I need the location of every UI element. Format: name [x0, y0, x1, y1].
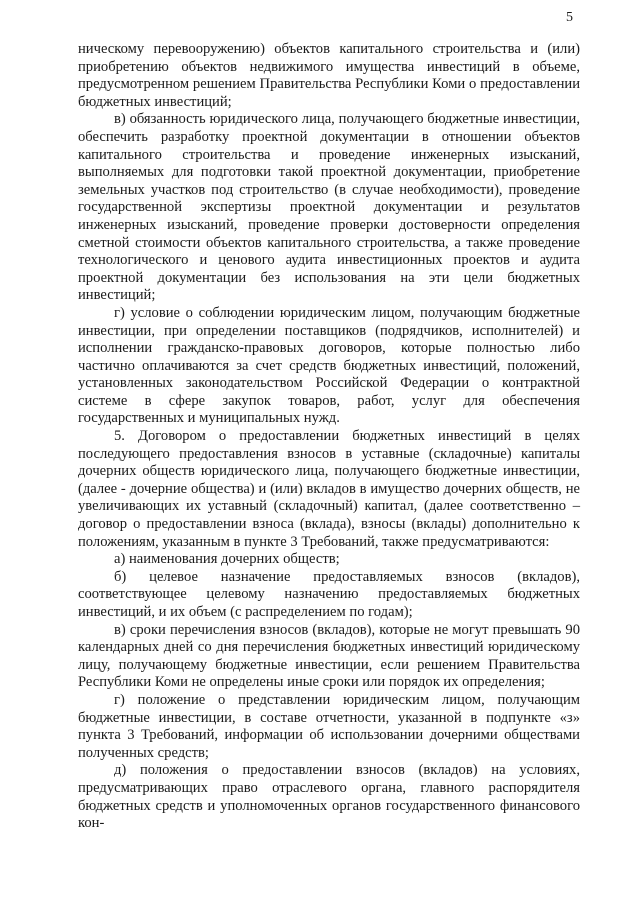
- paragraph-continuation: ническому перевооружению) объектов капитального строительства и (или) приобретению объектов недвижимого имущества инвестиций в объеме, предусмотренном решением Правительства Республики Коми о предоставлении бюджетных инвестиций;: [78, 41, 580, 110]
- paragraph-item-a-names: а) наименования дочерних обществ;: [114, 551, 340, 568]
- page-number: 5: [566, 10, 573, 25]
- paragraph-item-d-conditions: д) положения о предоставлении взносов (вкладов) на условиях, предусматривающих право отраслевого органа, главного распорядителя бюджетных средств и уполномоченных органов государственного финансового кон-: [78, 762, 580, 832]
- paragraph-item-v-deadlines: в) сроки перечисления взносов (вкладов), которые не могут превышать 90 календарных дней со дня перечисления бюджетных инвестиций юридическому лицу, получающему бюджетные инвестиции, если решением Правительства Республики Коми не определены иные сроки или порядок их определения;: [78, 621, 580, 691]
- paragraph-item-b-purpose: б) целевое назначение предоставляемых взносов (вкладов), соответствующее целевому назначению предоставляемых бюджетных инвестиций, и их объем (с распределением по годам);: [78, 568, 580, 620]
- paragraph-item-g-procurement: г) условие о соблюдении юридическим лицом, получающим бюджетные инвестиции, при определении поставщиков (подрядчиков, исполнителей) и исполнении гражданско-правовых договоров, которые полностью либо частично оплачиваются за счет средств бюджетных инвестиций, положений, установленных законодательством Российской Федерации о контрактной системе в сфере закупок товаров, работ, услуг для обеспечения государственных и муниципальных нужд.: [78, 304, 580, 427]
- paragraph-item-v-obligation: в) обязанность юридического лица, получающего бюджетные инвестиции, обеспечить разработку проектной документации в отношении объектов капитального строительства и проведение инженерных изысканий, выполняемых для подготовки такой проектной документации, приобретение земельных участков под строительство (в случае необходимости), проведение государственной экспертизы проектной документации и результатов инженерных изысканий, проведение проверки достоверности определения сметной стоимости объектов капитального строительства, а также проведение технологического и ценового аудита инвестиционных проектов и аудита проектной документации без использования на эти цели бюджетных инвестиций;: [78, 111, 580, 304]
- paragraph-section-5: 5. Договором о предоставлении бюджетных инвестиций в целях последующего предоставления взносов в уставные (складочные) капиталы дочерних обществ юридического лица, получающего бюджетные инвестиции, (далее - дочерние общества) и (или) вкладов в имущество дочерних обществ, не увеличивающих их уставный (складочный) капитал, (далее соответственно – договор о предоставлении взноса (вклада), взносы (вклады) дополнительно к положениям, указанным в пункте 3 Требований, также предусматриваются:: [78, 428, 580, 550]
- document-body: [78, 41, 580, 833]
- paragraph-item-g-reporting: г) положение о представлении юридическим лицом, получающим бюджетные инвестиции, в составе отчетности, указанной в подпункте «з» пункта 3 Требований, информации об использовании дочерними обществами полученных средств;: [78, 691, 580, 761]
